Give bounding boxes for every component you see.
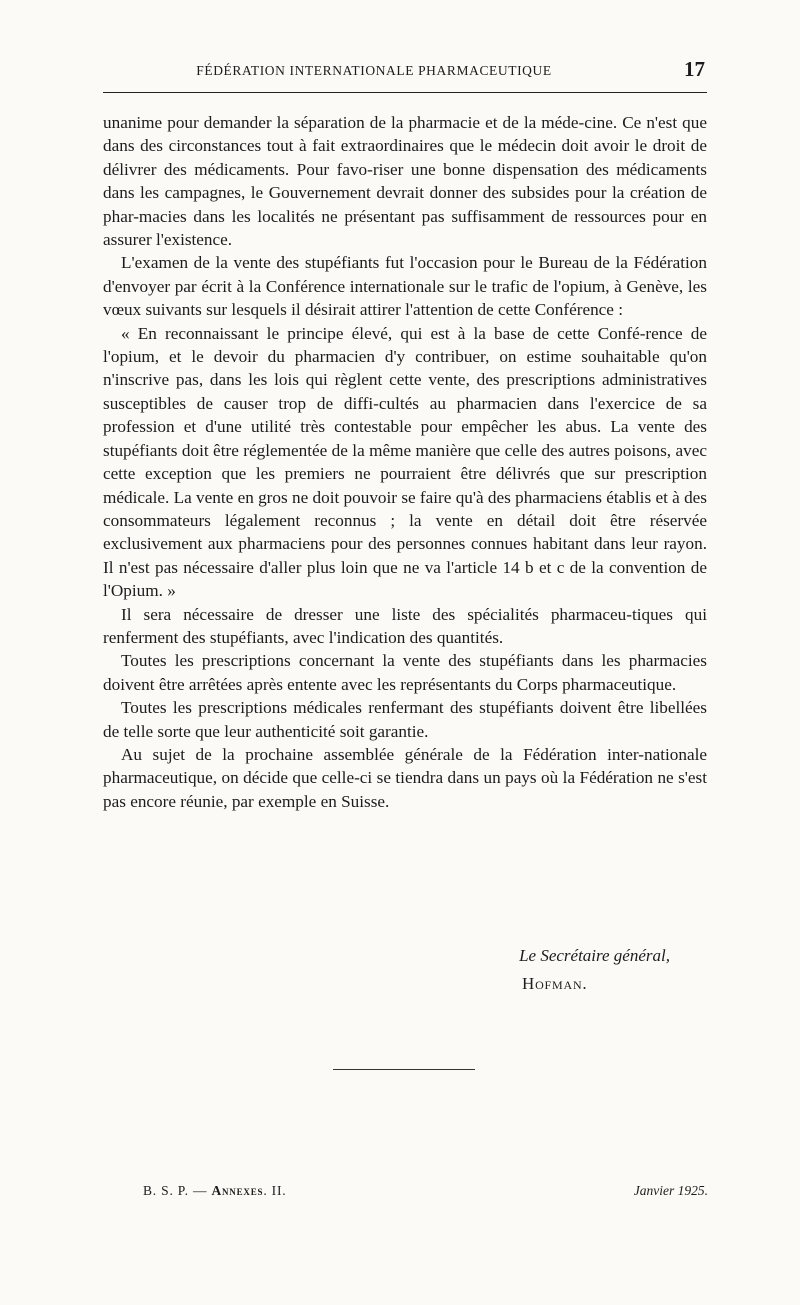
page-footer bbox=[143, 1183, 708, 1205]
end-rule bbox=[333, 1069, 475, 1070]
footer-reference bbox=[143, 1183, 286, 1199]
signature-title: Le Secrétaire général, bbox=[519, 946, 670, 965]
footer-prefix: B. S. P. — bbox=[143, 1183, 212, 1198]
running-title: FÉDÉRATION INTERNATIONALE PHARMACEUTIQUE bbox=[196, 63, 552, 78]
footer-suffix: . II. bbox=[263, 1183, 287, 1198]
footer-date: Janvier 1925. bbox=[633, 1183, 708, 1198]
paragraph-liste-specialites: Il sera nécessaire de dresser une liste des spécialités pharmaceu-tiques qui renferment des stupéfiants, avec l'indication des quantités. bbox=[103, 604, 707, 647]
paragraph-separation-pharmacie: unanime pour demander la séparation de la pharmacie et de la méde-cine. Ce n'est que dans des circonstances tout à fait extraordinaires que le médecin doit avoir le droit de délivrer des médicaments. Pour favo-riser une bonne dispensation des médicaments dans les campagnes, le Gouvernement devrait donner des subsides pour la création de phar-macies dans les localités ne présentant pas suffisamment de ressources pour en assurer l'existence. bbox=[103, 113, 707, 250]
paragraph-voeux-quote: « En reconnaissant le principe élevé, qui est à la base de cette Confé-rence de l'opium, et le devoir du pharmacien d'y contribuer, on estime souhaitable qu'on n'inscrive pas, dans les lois qui règlent cette vente, des prescriptions administratives susceptibles de causer trop de diffi-cultés au pharmacien dans l'exercice de sa profession et d'une utilité très contestable pour empêcher les abus. La vente des stupéfiants doit être réglementée de la même manière que celle des autres poisons, avec cette exception que les premiers ne pourraient être délivrés que sur prescription médicale. La vente en gros ne doit pouvoir se faire qu'à des pharmaciens établis et à des consommateurs légalement reconnus ; la vente en détail doit être réservée exclusivement aux pharmaciens pour des personnes connues habitant dans leur rayon. Il n'est pas nécessaire d'aller plus loin que ne va l'article 14 b et c de la convention de l'Opium. » bbox=[103, 323, 707, 601]
paragraph-prescriptions-medicales: Toutes les prescriptions médicales renfermant des stupéfiants doivent être libellées de telle sorte que leur authenticité soit garantie. bbox=[103, 698, 707, 741]
footer-annexes: Annexes bbox=[211, 1183, 264, 1198]
paragraph-examen-stupefiants: L'examen de la vente des stupéfiants fut l'occasion pour le Bureau de la Fédération d'envoyer par écrit à la Conférence internationale sur le trafic de l'opium, à Genève, les vœux suivants sur lesquels il désirait attirer l'attention de cette Conférence : bbox=[103, 253, 707, 320]
signature-name: Hofman. bbox=[522, 974, 588, 993]
running-header bbox=[103, 57, 705, 87]
signature-block bbox=[350, 942, 670, 998]
header-rule bbox=[103, 92, 707, 93]
paragraph-assemblee-generale: Au sujet de la prochaine assemblée générale de la Fédération inter-nationale pharmaceutique, on décide que celle-ci se tiendra dans un pays où la Fédération ne s'est pas encore réunie, par exemple en Suisse. bbox=[103, 744, 707, 811]
paragraph-prescriptions-vente: Toutes les prescriptions concernant la vente des stupéfiants dans les pharmacies doivent être arrêtées après entente avec les représentants du Corps pharmaceutique. bbox=[103, 651, 707, 694]
body-text bbox=[103, 111, 707, 813]
page-number: 17 bbox=[684, 57, 705, 81]
